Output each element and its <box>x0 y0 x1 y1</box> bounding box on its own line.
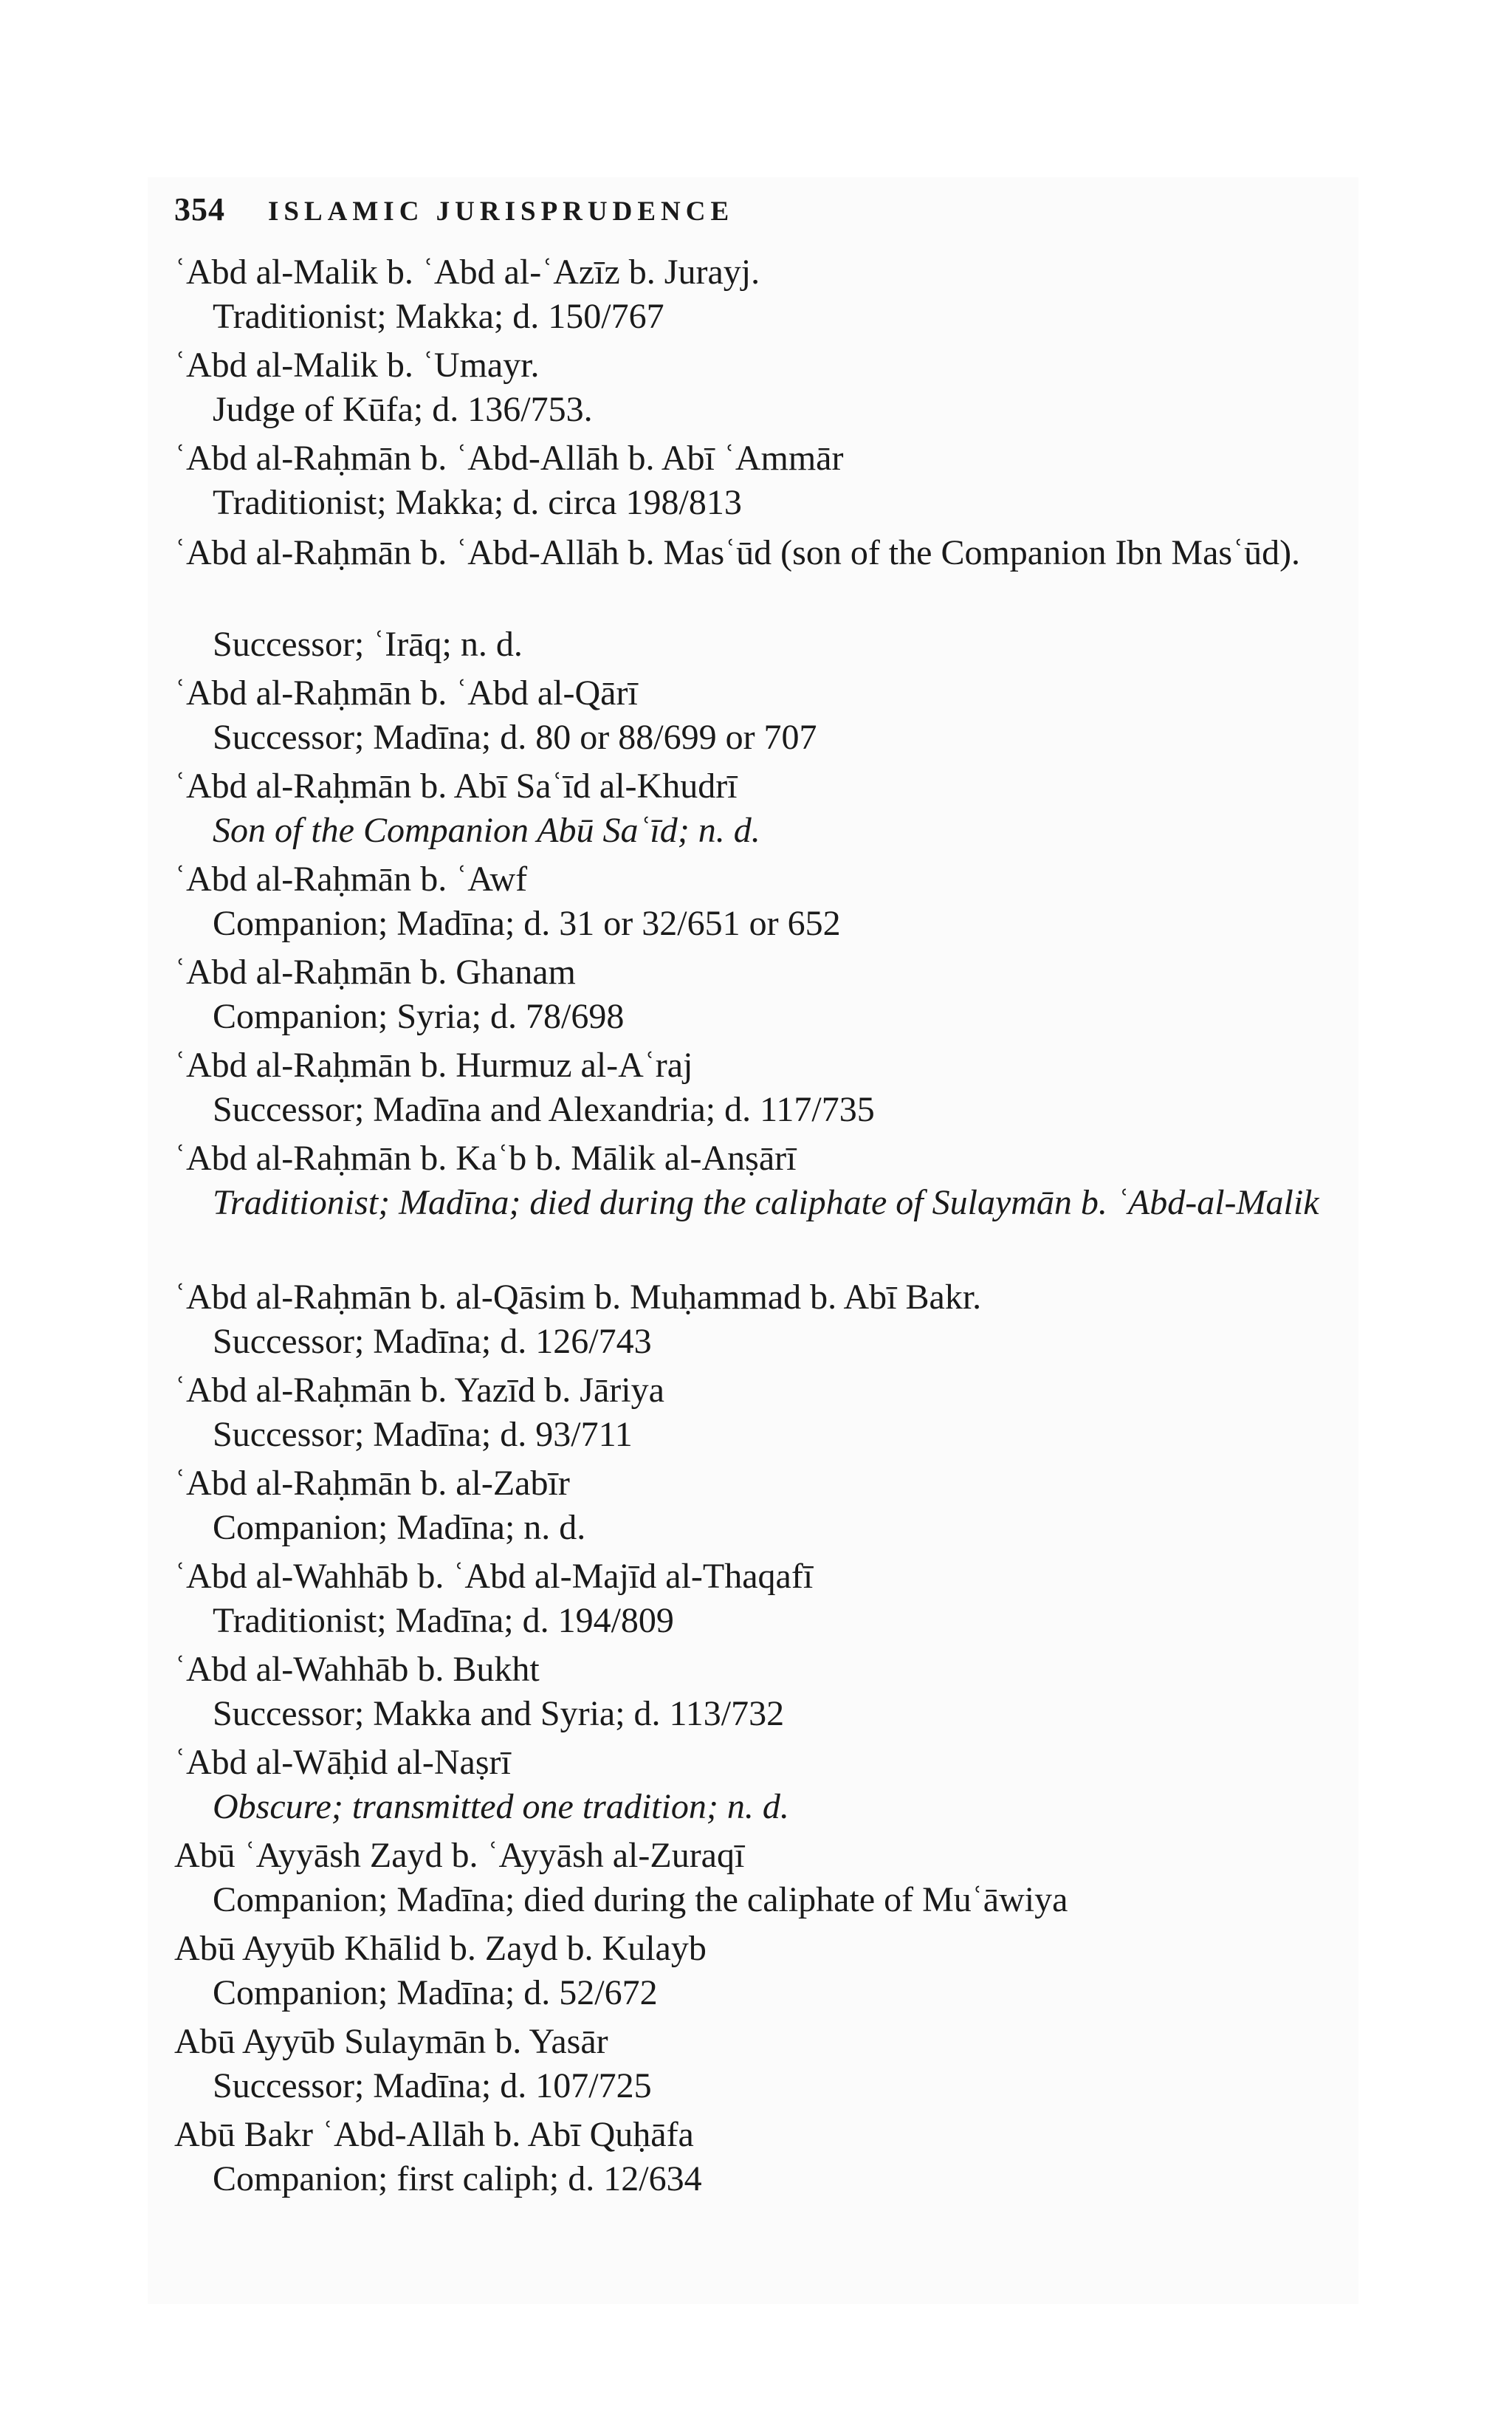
list-item <box>174 2114 1385 2202</box>
list-item <box>174 437 1385 526</box>
entry-name: ʿAbd al-Raḥmān b. al-Qāsim b. Muḥammad b. Abī Bakr. <box>174 1278 982 1317</box>
entry-name: ʿAbd al-Malik b. ʿUmayr. <box>174 346 540 385</box>
list-item <box>174 1927 1385 2016</box>
list-item <box>174 251 1385 340</box>
entry-name: ʿAbd al-Raḥmān b. Kaʿb b. Mālik al-Anṣārī <box>174 1139 797 1178</box>
entry-name: ʿAbd al-Raḥmān b. ʿAbd-Allāh b. Masʿūd (son of the Companion Ibn Masʿūd). <box>174 533 1301 572</box>
list-item <box>174 1137 1385 1272</box>
entry-description: Successor; ʿIrāq; n. d. <box>213 625 523 664</box>
entry-description: Successor; Madīna and Alexandria; d. 117/735 <box>213 1090 875 1129</box>
entry-name: ʿAbd al-Wahhāb b. Bukht <box>174 1650 540 1689</box>
entry-description: Traditionist; Madīna; died during the caliphate of Sulaymān b. ʿAbd-al-Malik <box>213 1183 1319 1222</box>
entry-name: ʿAbd al-Raḥmān b. Ghanam <box>174 953 576 992</box>
entry-name: Abū Bakr ʿAbd-Allāh b. Abī Quḥāfa <box>174 2115 694 2154</box>
entry-description: Successor; Madīna; d. 80 or 88/699 or 707 <box>213 718 817 757</box>
entry-description: Companion; Madīna; d. 52/672 <box>213 1973 658 2012</box>
list-item <box>174 530 1385 668</box>
entry-description: Obscure; transmitted one tradition; n. d. <box>213 1787 789 1826</box>
list-item <box>174 858 1385 947</box>
entry-name: ʿAbd al-Wahhāb b. ʿAbd al-Majīd al-Thaqafī <box>174 1557 814 1596</box>
list-item <box>174 344 1385 433</box>
entry-name: ʿAbd al-Raḥmān b. Yazīd b. Jāriya <box>174 1371 664 1410</box>
entry-description: Companion; Madīna; d. 31 or 32/651 or 652 <box>213 904 841 943</box>
running-title: ISLAMIC JURISPRUDENCE <box>268 196 735 227</box>
entry-description: Companion; Syria; d. 78/698 <box>213 997 625 1036</box>
entry-name: ʿAbd al-Raḥmān b. al-Zabīr <box>174 1464 570 1503</box>
entry-description: Judge of Kūfa; d. 136/753. <box>213 390 593 429</box>
entry-description: Traditionist; Makka; d. 150/767 <box>213 297 664 336</box>
entry-name: ʿAbd al-Wāḥid al-Naṣrī <box>174 1743 511 1782</box>
entry-name: Abū Ayyūb Sulaymān b. Yasār <box>174 2022 608 2061</box>
list-item <box>174 765 1385 854</box>
entry-description: Successor; Makka and Syria; d. 113/732 <box>213 1694 785 1733</box>
entry-description: Successor; Madīna; d. 126/743 <box>213 1322 652 1361</box>
entry-name: ʿAbd al-Raḥmān b. ʿAbd-Allāh b. Abī ʿAmmār <box>174 439 844 478</box>
page-number: 354 <box>174 191 225 227</box>
entry-description: Traditionist; Makka; d. circa 198/813 <box>213 483 742 522</box>
entry-description: Traditionist; Madīna; d. 194/809 <box>213 1601 674 1640</box>
entry-description: Companion; Madīna; died during the caliphate of Muʿāwiya <box>213 1880 1068 1919</box>
list-item <box>174 1834 1385 1923</box>
list-item <box>174 1462 1385 1551</box>
entry-name: ʿAbd al-Raḥmān b. Hurmuz al-Aʿraj <box>174 1046 693 1085</box>
entry-name: ʿAbd al-Malik b. ʿAbd al-ʿAzīz b. Jurayj. <box>174 253 760 292</box>
entry-description: Companion; first caliph; d. 12/634 <box>213 2159 702 2198</box>
entry-name: Abū Ayyūb Khālid b. Zayd b. Kulayb <box>174 1929 707 1968</box>
entry-description: Successor; Madīna; d. 93/711 <box>213 1415 633 1454</box>
entry-name: ʿAbd al-Raḥmān b. ʿAwf <box>174 860 528 899</box>
list-item <box>174 1648 1385 1737</box>
list-item <box>174 2020 1385 2109</box>
list-item <box>174 1044 1385 1133</box>
biographical-entries-list <box>174 251 1385 2207</box>
entry-name: ʿAbd al-Raḥmān b. ʿAbd al-Qārī <box>174 673 638 713</box>
list-item <box>174 1369 1385 1458</box>
page-header <box>174 191 734 242</box>
list-item <box>174 1276 1385 1365</box>
entry-description: Successor; Madīna; d. 107/725 <box>213 2066 652 2105</box>
entry-name: Abū ʿAyyāsh Zayd b. ʿAyyāsh al-Zuraqī <box>174 1836 745 1875</box>
entry-description: Son of the Companion Abū Saʿīd; n. d. <box>213 811 760 850</box>
list-item <box>174 1555 1385 1644</box>
entry-name: ʿAbd al-Raḥmān b. Abī Saʿīd al-Khudrī <box>174 767 738 806</box>
list-item <box>174 951 1385 1040</box>
entry-description: Companion; Madīna; n. d. <box>213 1508 586 1547</box>
list-item <box>174 1741 1385 1830</box>
list-item <box>174 672 1385 761</box>
